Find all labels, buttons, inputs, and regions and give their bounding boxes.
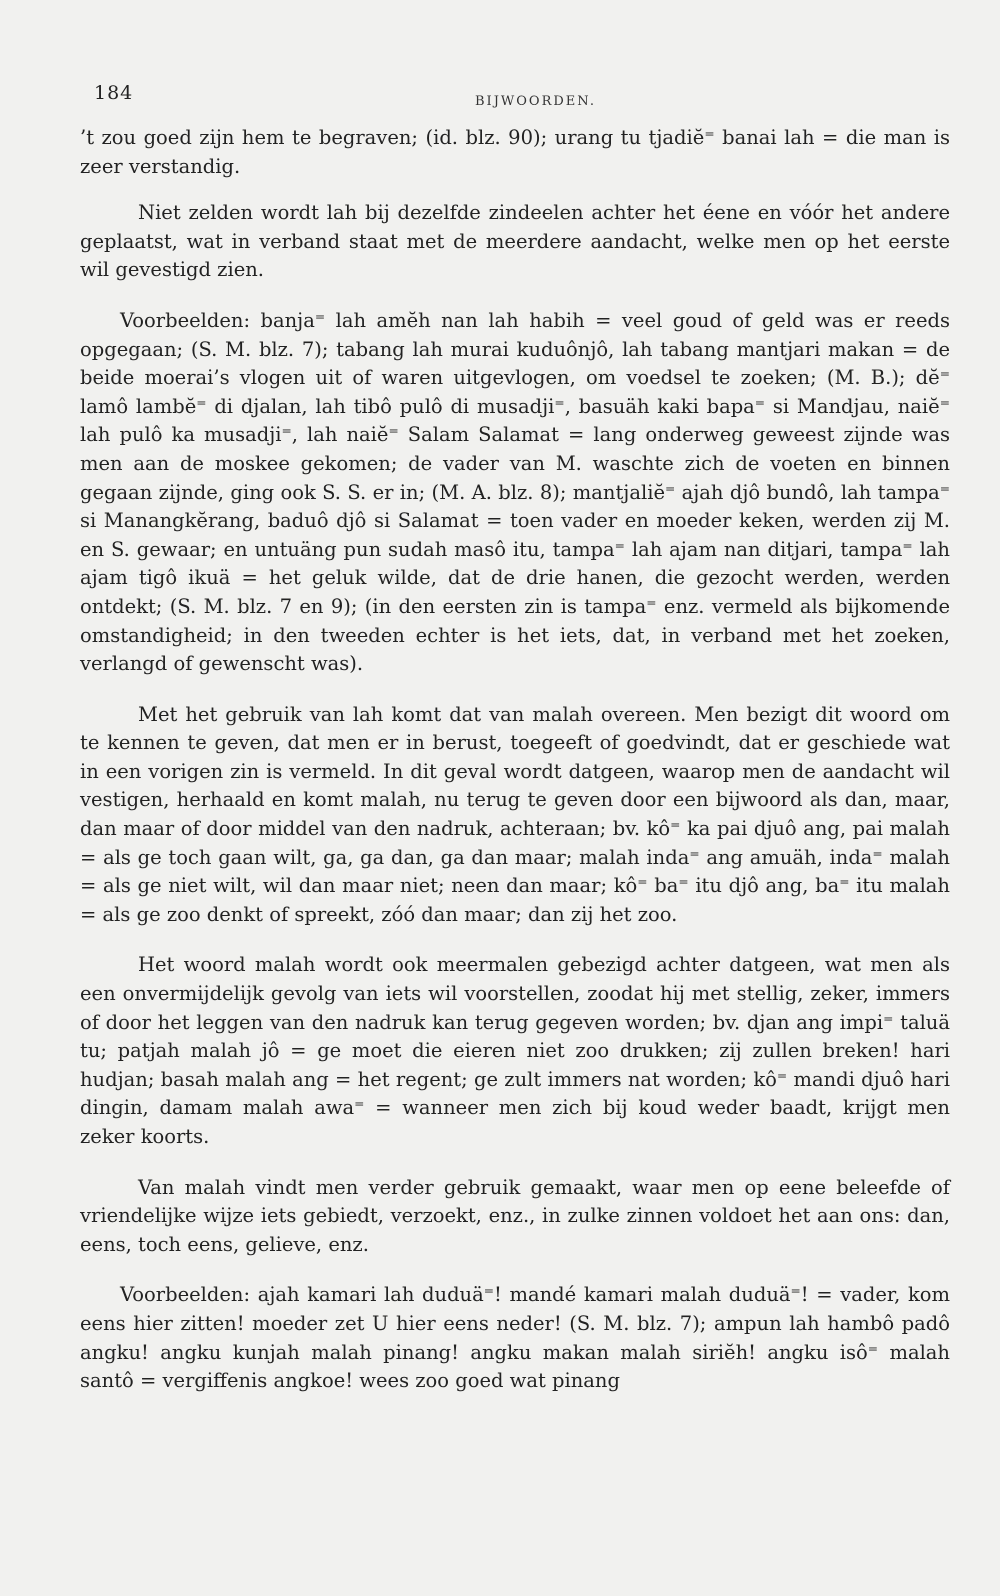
paragraph-malah-usage: Met het gebruik van lah komt dat van malah overeen. Men bezigt dit woord om te kennen te geven, dat men er in berust, toegeeft of goedvindt, dat er geschiede wat in een vorigen zin is vermeld. In dit geval wordt datgeen, waarop men de aandacht wil vestigen, herhaald en komt malah, nu terug te geven door een bijwoord als dan, maar, dan maar of door middel van den nadruk, achteraan; bv. kô⁼ ka pai djuô ang, pai malah = als ge toch gaan wilt, ga, ga dan, ga dan maar; malah inda⁼ ang amuäh, inda⁼ malah = als ge niet wilt, wil dan maar niet; neen dan maar; kô⁼ ba⁼ itu djô ang, ba⁼ itu malah = als ge zoo denkt of spreekt, zóó dan maar; dan zij het zoo.: [80, 702, 950, 926]
paragraph-malah-politeness: Van malah vindt men verder gebruik gemaakt, waar men op eene beleefde of vriendelijke wijze iets gebiedt, verzoekt, enz., in zulke zinnen voldoet het aan ons: dan, eens, toch eens, gelieve, enz.: [80, 1175, 950, 1256]
paragraph-examples-malah: Voorbeelden: ajah kamari lah duduä⁼! mandé kamari malah duduä⁼! = vader, kom eens hier zitten! moeder zet U hier eens neder! (S. M. blz. 7); ampun lah hambô padô angku! angku kunjah malah pinang! angku makan malah siriĕh! angku isô⁼ malah santô = vergiffenis angkoe! wees zoo goed wat pinang: [80, 1283, 950, 1393]
paragraph-malah-consequence: Het woord malah wordt ook meermalen gebezigd achter datgeen, wat men als een onvermijdelijk gevolg van iets wil voorstellen, zoodat hij met stellig, zeker, immers of door het leggen van den nadruk kan terug gegeven worden; bv. djan ang impi⁼ taluä tu; patjah malah jô = ge moet die eieren niet zoo drukken; zij zullen breken! hari hudjan; basah malah ang = het regent; ge zult immers nat worden; kô⁼ mandi djuô hari dingin, damam malah awa⁼ = wanneer men zich bij koud weder baadt, krijgt men zeker koorts.: [80, 953, 950, 1148]
running-title: BIJWOORDEN.: [475, 94, 596, 109]
body-text: [80, 124, 950, 1396]
paragraph-continuation: ’t zou goed zijn hem te begraven; (id. blz. 90); urang tu tjadiĕ⁼ banai lah = die man is zeer verstandig.: [80, 126, 950, 178]
paragraph-lah-placement: Niet zelden wordt lah bij dezelfde zindeelen achter het éene en vóór het andere geplaatst, wat in verband staat met de meerdere aandacht, welke men op het eerste wil gevestigd zien.: [80, 201, 950, 282]
running-head: [80, 80, 950, 120]
paragraph-examples-lah: Voorbeelden: banja⁼ lah amĕh nan lah habih = veel goud of geld was er reeds opgegaan; (S. M. blz. 7); tabang lah murai kuduônjô, lah tabang mantjari makan = de beide moerai’s vlogen uit of waren uitgevlogen, om voedsel te zoeken; (M. B.); dĕ⁼ lamô lambĕ⁼ di djalan, lah tibô pulô di musadji⁼, basuäh kaki bapa⁼ si Mandjau, naiĕ⁼ lah pulô ka musadji⁼, lah naiĕ⁼ Salam Salamat = lang onderweg geweest zijnde was men aan de moskee gekomen; de vader van M. waschte zich de voeten en binnen gegaan zijnde, ging ook S. S. er in; (M. A. blz. 8); mantjaliĕ⁼ ajah djô bundô, lah tampa⁼ si Manangkĕrang, baduô djô si Salamat = toen vader en moeder keken, werden zij M. en S. gewaar; en untuäng pun sudah masô itu, tampa⁼ lah ajam nan ditjari, tampa⁼ lah ajam tigô ikuä = het geluk wilde, dat de drie hanen, die gezocht werden, werden ontdekt; (S. M. blz. 7 en 9); (in den eersten zin is tampa⁼ enz. vermeld als bijkomende omstandigheid; in den tweeden echter is het iets, dat, in verband met het zoeken, verlangd of gewenscht was).: [80, 308, 950, 676]
book-page: [80, 80, 950, 1418]
page-number: 184: [94, 82, 134, 104]
